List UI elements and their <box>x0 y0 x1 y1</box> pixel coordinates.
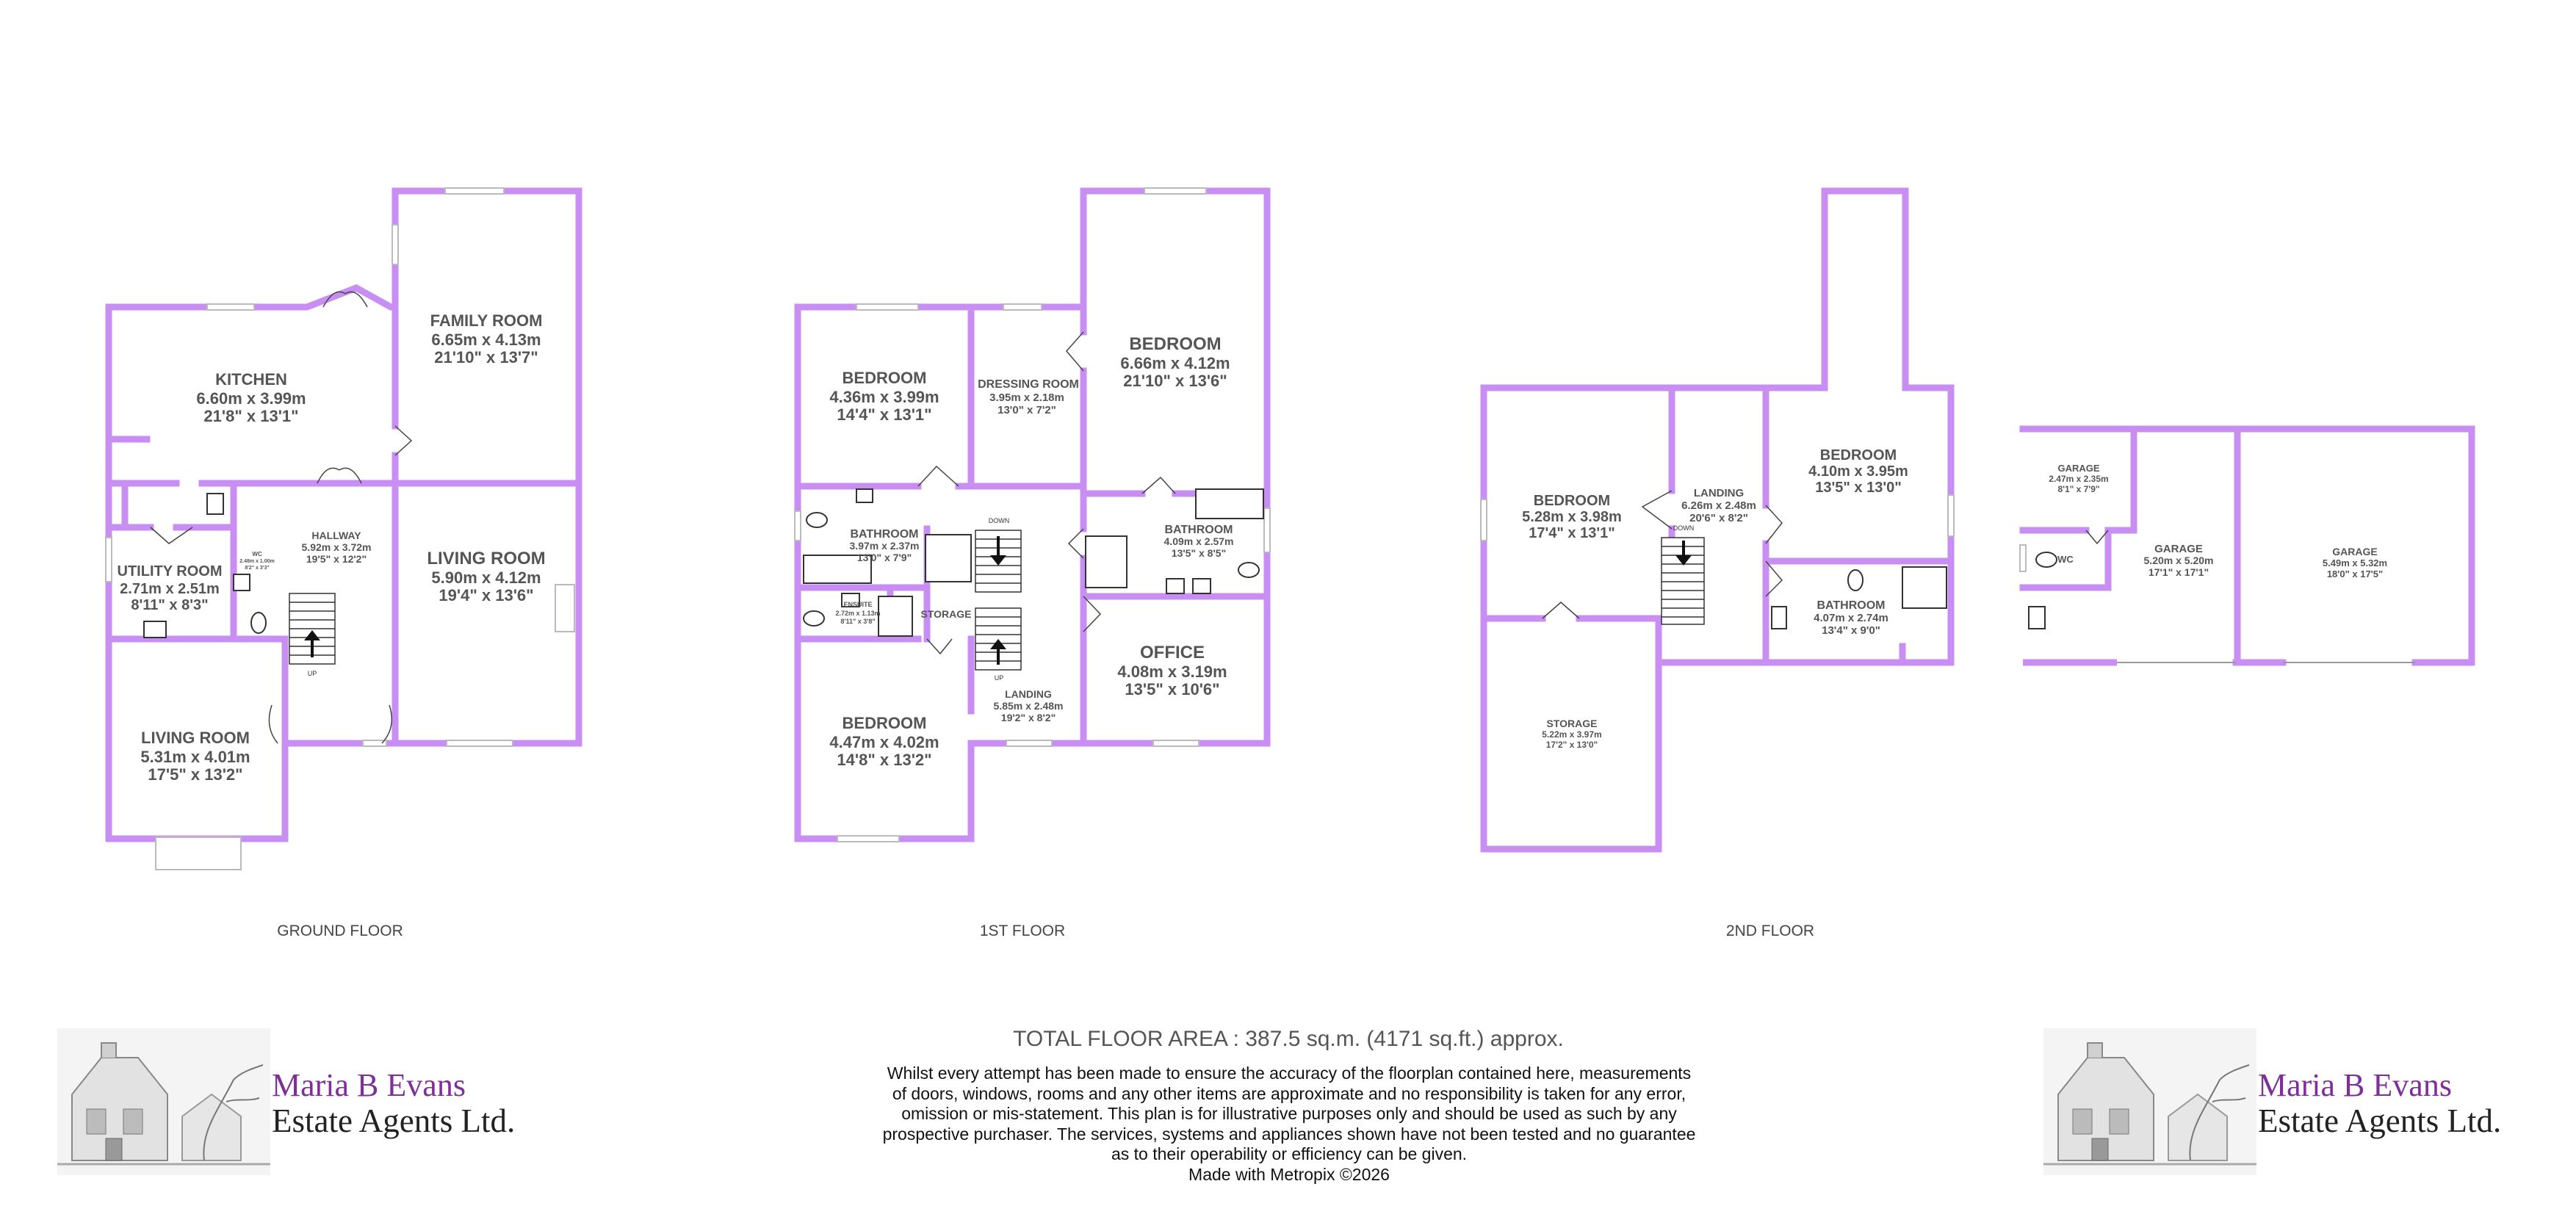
agent-logo-right <box>2043 1028 2528 1175</box>
sink <box>1772 607 1786 629</box>
washing-machine <box>144 621 166 638</box>
bedroom-1-imperial: 17'4" x 13'1" <box>1529 525 1615 541</box>
bedroom-1-metric: 5.28m x 3.98m <box>1522 509 1622 525</box>
ground-floor-walls <box>109 307 579 743</box>
garage-small-metric: 2.47m x 2.35m <box>2049 474 2109 484</box>
hallway-imperial: 19'5" x 12'2" <box>306 553 367 565</box>
storage-metric: 5.22m x 3.97m <box>1542 729 1602 740</box>
kitchen-imperial: 21'8" x 13'1" <box>203 407 299 425</box>
window <box>795 511 801 541</box>
window <box>1144 188 1206 194</box>
bedroom-2-metric: 6.66m x 4.12m <box>1120 354 1230 372</box>
storage-imperial: 17'2" x 13'0" <box>1545 740 1598 750</box>
ground-stairs <box>289 593 335 664</box>
bathroom-imperial: 13'4" x 9'0" <box>1822 624 1880 637</box>
window <box>2020 545 2026 571</box>
first-stairs-down <box>975 530 1021 592</box>
stair-down-label: DOWN <box>988 517 1010 524</box>
living-room-right-metric: 5.90m x 4.12m <box>431 568 541 587</box>
sink <box>2029 607 2045 629</box>
office-metric: 4.08m x 3.19m <box>1117 662 1227 681</box>
family-room-name: FAMILY ROOM <box>430 311 543 330</box>
bedroom-1-imperial: 14'4" x 13'1" <box>837 405 932 424</box>
bedroom-1-name: BEDROOM <box>842 369 927 387</box>
utility-room-metric: 2.71m x 2.51m <box>120 581 220 597</box>
second-stairs <box>1662 538 1704 624</box>
ensuite-name: ENSUITE <box>843 601 873 608</box>
agent-name: Maria B Evans <box>272 1067 466 1103</box>
office-name: OFFICE <box>1140 643 1205 662</box>
toilet <box>1848 570 1863 591</box>
window <box>445 188 504 194</box>
garage-block <box>2020 429 2472 662</box>
first-floor <box>795 188 1270 939</box>
hallway-name: HALLWAY <box>311 530 361 541</box>
door <box>1142 477 1175 494</box>
bathroom-1-imperial: 13'0" x 7'9" <box>856 552 912 563</box>
window <box>856 304 918 310</box>
bathroom-2-name: BATHROOM <box>1164 524 1233 536</box>
bathroom-2-imperial: 13'5" x 8'5" <box>1171 547 1227 559</box>
stair-up-label: UP <box>994 674 1004 682</box>
utility-room-imperial: 8'11" x 8'3" <box>131 597 209 613</box>
garage-small-imperial: 8'1" x 7'9" <box>2057 484 2100 494</box>
fireplace <box>555 585 574 632</box>
landing-metric: 6.26m x 2.48m <box>1681 499 1756 512</box>
garage-mid-name: GARAGE <box>2154 543 2203 555</box>
garage-small-name: GARAGE <box>2057 463 2100 474</box>
window <box>1948 495 1954 536</box>
door <box>1069 529 1083 558</box>
door <box>1543 602 1579 618</box>
bathroom-metric: 4.07m x 2.74m <box>1814 612 1888 624</box>
sink <box>1193 579 1211 593</box>
garage-wc-name: WC <box>2057 554 2074 565</box>
bathroom-1-name: BATHROOM <box>850 528 919 541</box>
bath <box>1196 489 1263 519</box>
ground-floor-label: GROUND FLOOR <box>277 922 403 939</box>
living-room-left-name: LIVING ROOM <box>141 729 250 747</box>
hallway-metric: 5.92m x 3.72m <box>301 541 372 553</box>
door <box>1642 491 1672 529</box>
landing-name: LANDING <box>1005 688 1052 700</box>
garage-mid-metric: 5.20m x 5.20m <box>2143 555 2214 566</box>
door <box>1766 505 1782 544</box>
family-room-metric: 6.65m x 4.13m <box>431 331 541 349</box>
bedroom-2-metric: 4.10m x 3.95m <box>1808 463 1908 480</box>
door <box>395 426 411 455</box>
living-room-right-imperial: 19'4" x 13'6" <box>439 586 534 604</box>
kitchen-metric: 6.60m x 3.99m <box>196 389 306 408</box>
landing-imperial: 20'6" x 8'2" <box>1689 512 1748 524</box>
disclaimer-line: Whilst every attempt has been made to ensure the accuracy of the floorplan contained here, measurements <box>887 1064 1692 1083</box>
family-room-imperial: 21'10" x 13'7" <box>434 348 538 367</box>
wc-metric: 2.48m x 1.00m <box>239 559 275 564</box>
dressing-room-metric: 3.95m x 2.18m <box>989 391 1064 404</box>
bathroom-1-metric: 3.97m x 2.37m <box>849 540 920 552</box>
agent-subtitle: Estate Agents Ltd. <box>2258 1102 2502 1139</box>
dressing-room-name: DRESSING ROOM <box>978 378 1079 391</box>
toilet <box>1238 563 1259 577</box>
bathroom-name: BATHROOM <box>1816 599 1886 612</box>
living-room-left-imperial: 17'5" x 13'2" <box>148 765 243 784</box>
house-sketch-icon <box>57 1028 270 1175</box>
total-floor-area: TOTAL FLOOR AREA : 387.5 sq.m. (4171 sq.ft.) approx. <box>1013 1027 1564 1051</box>
disclaimer-line: of doors, windows, rooms and any other items are approximate and no responsibility is taken for any error, <box>892 1083 1686 1103</box>
window <box>363 740 386 746</box>
window <box>207 304 254 310</box>
bedroom-1-name: BEDROOM <box>1533 493 1611 509</box>
first-floor-label: 1ST FLOOR <box>979 922 1066 939</box>
disclaimer-line: omission or mis-statement. This plan is for illustrative purposes only and should be used as such by any <box>901 1104 1677 1123</box>
shower <box>878 596 912 636</box>
garage-large-name: GARAGE <box>2332 546 2378 557</box>
bedroom-2-imperial: 21'10" x 13'6" <box>1123 372 1227 390</box>
bay-window <box>156 837 241 870</box>
bedroom-2-imperial: 13'5" x 13'0" <box>1815 480 1902 496</box>
stair-down-label: DOWN <box>1673 524 1695 532</box>
sink <box>856 489 873 502</box>
ensuite-metric: 2.72m x 1.13m <box>835 610 881 617</box>
bedroom-1-metric: 4.36m x 3.99m <box>829 388 939 406</box>
window <box>106 538 112 582</box>
ground-floor <box>106 188 579 939</box>
door <box>927 639 952 654</box>
disclaimer <box>823 1064 1756 1185</box>
landing-imperial: 19'2" x 8'2" <box>1000 712 1056 723</box>
sink <box>207 494 223 514</box>
window <box>1264 508 1270 552</box>
window <box>837 836 899 842</box>
toilet <box>251 613 266 633</box>
landing-name: LANDING <box>1693 487 1745 499</box>
bedroom-3-imperial: 14'8" x 13'2" <box>837 751 932 769</box>
garage-walls <box>2023 429 2237 662</box>
disclaimer-line: prospective purchaser. The services, systems and appliances shown have not been tested and no guarantee <box>882 1124 1696 1144</box>
second-floor-label: 2ND FLOOR <box>1725 922 1815 939</box>
window <box>1003 304 1042 310</box>
dressing-room-imperial: 13'0" x 7'2" <box>997 404 1056 416</box>
bedroom-3-metric: 4.47m x 4.02m <box>829 733 939 751</box>
shower <box>1902 567 1947 608</box>
office-imperial: 13'5" x 10'6" <box>1125 680 1220 698</box>
storage-name: STORAGE <box>1546 718 1598 729</box>
living-room-left-metric: 5.31m x 4.01m <box>140 748 250 766</box>
window <box>1006 740 1052 746</box>
door <box>1067 332 1083 371</box>
window <box>447 740 513 746</box>
living-room-right-name: LIVING ROOM <box>427 549 546 568</box>
second-floor <box>1481 191 1954 939</box>
garage-large-imperial: 18'0" x 17'5" <box>2326 568 2384 579</box>
shower <box>1086 536 1127 588</box>
shower <box>926 535 971 582</box>
window <box>1481 499 1487 541</box>
bedroom-2-name: BEDROOM <box>1819 447 1897 463</box>
sink <box>234 574 250 591</box>
door <box>918 466 959 486</box>
agent-subtitle: Estate Agents Ltd. <box>272 1102 516 1139</box>
landing-metric: 5.85m x 2.48m <box>993 700 1064 712</box>
agent-logo-left <box>57 1028 542 1175</box>
bedroom-3-name: BEDROOM <box>842 714 927 732</box>
toilet <box>804 611 824 626</box>
house-sketch-icon <box>2043 1028 2256 1175</box>
window <box>392 225 398 264</box>
bedroom-2-name: BEDROOM <box>1129 334 1222 354</box>
garage-mid-imperial: 17'1" x 17'1" <box>2148 566 2209 578</box>
utility-room-name: UTILITY ROOM <box>117 563 223 579</box>
agent-name: Maria B Evans <box>2258 1067 2452 1103</box>
garage-large-metric: 5.49m x 5.32m <box>2322 557 2388 568</box>
toilet <box>2036 552 2057 567</box>
wc-name: WC <box>252 551 262 557</box>
first-stairs-up <box>975 608 1021 670</box>
storage-name: STORAGE <box>920 608 972 620</box>
window <box>1153 740 1199 746</box>
ensuite-imperial: 8'11" x 3'8" <box>840 618 876 625</box>
wc-imperial: 8'2" x 3'3" <box>245 566 270 571</box>
disclaimer-line: as to their operability or efficiency can be given. <box>1111 1144 1468 1163</box>
bathroom-2-metric: 4.09m x 2.57m <box>1163 535 1234 547</box>
sink <box>1166 579 1184 593</box>
disclaimer-line: Made with Metropix ©2026 <box>1188 1164 1390 1184</box>
stair-up-label: UP <box>307 670 317 677</box>
kitchen-name: KITCHEN <box>215 370 287 389</box>
toilet <box>807 513 827 527</box>
